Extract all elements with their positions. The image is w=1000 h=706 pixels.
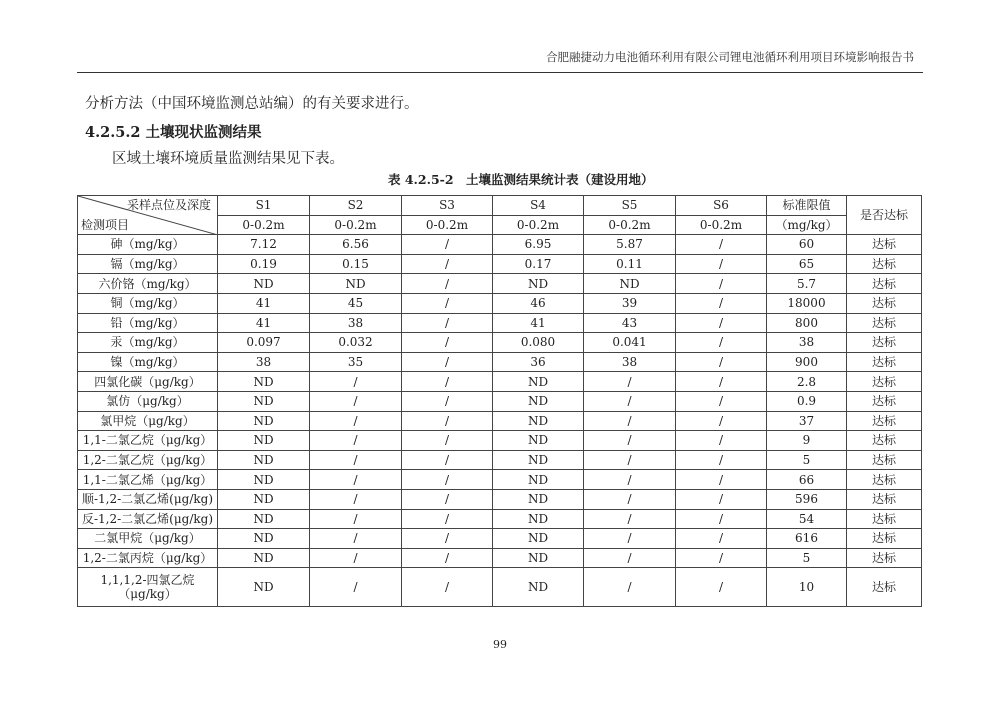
value-cell: / — [402, 293, 493, 313]
pass-cell: 达标 — [847, 352, 922, 372]
value-cell: ND — [493, 489, 584, 509]
table-caption: 表 4.2.5-2 土壤监测结果统计表（建设用地） — [388, 172, 654, 187]
value-cell: 0.19 — [218, 254, 310, 274]
table-row — [78, 470, 922, 490]
std-cell: 800 — [767, 313, 847, 333]
item-cell: 镉（mg/kg） — [78, 254, 218, 274]
item-cell: 1,2-二氯丙烷（μg/kg） — [78, 548, 218, 568]
value-cell: ND — [493, 372, 584, 392]
std-cell: 5 — [767, 548, 847, 568]
value-cell: ND — [218, 489, 310, 509]
value-cell: ND — [310, 274, 402, 294]
value-cell: / — [402, 352, 493, 372]
value-cell: ND — [218, 548, 310, 568]
value-cell: / — [310, 431, 402, 451]
value-cell: / — [676, 529, 767, 549]
item-cell: 砷（mg/kg） — [78, 235, 218, 255]
std-cell: 65 — [767, 254, 847, 274]
value-cell: ND — [218, 470, 310, 490]
std-cell: 37 — [767, 411, 847, 431]
value-cell: / — [310, 529, 402, 549]
running-header: 合肥融捷动力电池循环利用有限公司锂电池循环利用项目环境影响报告书 — [546, 50, 914, 64]
value-cell: 38 — [218, 352, 310, 372]
table-row — [78, 509, 922, 529]
table-row — [78, 313, 922, 333]
pass-cell: 达标 — [847, 548, 922, 568]
value-cell: / — [402, 489, 493, 509]
table-row — [78, 568, 922, 607]
pass-cell: 达标 — [847, 529, 922, 549]
value-cell: ND — [218, 529, 310, 549]
value-cell: / — [584, 489, 676, 509]
value-cell: / — [402, 411, 493, 431]
pass-cell: 达标 — [847, 293, 922, 313]
value-cell: / — [310, 411, 402, 431]
corner-bottom-label: 检测项目 — [81, 218, 130, 233]
value-cell: / — [402, 568, 493, 607]
depth-header: 0-0.2m — [676, 215, 767, 235]
paragraph: 区域土壤环境质量监测结果见下表。 — [112, 151, 344, 167]
table-row — [78, 391, 922, 411]
table-row — [78, 372, 922, 392]
value-cell: / — [676, 293, 767, 313]
corner-top-label: 采样点位及深度 — [126, 198, 211, 213]
pass-cell: 达标 — [847, 372, 922, 392]
value-cell: / — [676, 333, 767, 353]
value-cell: 41 — [218, 293, 310, 313]
soil-monitoring-table — [77, 195, 922, 607]
site-header: S4 — [493, 196, 584, 216]
value-cell: / — [402, 254, 493, 274]
value-cell: / — [584, 509, 676, 529]
value-cell: ND — [493, 529, 584, 549]
value-cell: 43 — [584, 313, 676, 333]
value-cell: / — [676, 450, 767, 470]
value-cell: 0.11 — [584, 254, 676, 274]
value-cell: / — [310, 568, 402, 607]
value-cell: 0.097 — [218, 333, 310, 353]
paragraph: 分析方法（中国环境监测总站编）的有关要求进行。 — [85, 96, 419, 112]
value-cell: / — [676, 411, 767, 431]
value-cell: ND — [493, 450, 584, 470]
value-cell: 0.17 — [493, 254, 584, 274]
pass-cell: 达标 — [847, 431, 922, 451]
std-cell: 9 — [767, 431, 847, 451]
value-cell: / — [584, 431, 676, 451]
value-cell: / — [584, 450, 676, 470]
pass-cell: 达标 — [847, 450, 922, 470]
value-cell: / — [584, 470, 676, 490]
section-title: 4.2.5.2 土壤现状监测结果 — [85, 124, 262, 141]
pass-cell: 达标 — [847, 333, 922, 353]
value-cell: 35 — [310, 352, 402, 372]
value-cell: ND — [218, 391, 310, 411]
pass-cell: 达标 — [847, 509, 922, 529]
depth-header: 0-0.2m — [310, 215, 402, 235]
value-cell: / — [310, 450, 402, 470]
value-cell: / — [584, 548, 676, 568]
value-cell: / — [676, 470, 767, 490]
value-cell: / — [402, 529, 493, 549]
value-cell: ND — [493, 274, 584, 294]
table-row — [78, 293, 922, 313]
value-cell: / — [402, 548, 493, 568]
std-cell: 0.9 — [767, 391, 847, 411]
item-cell: 汞（mg/kg） — [78, 333, 218, 353]
table-row — [78, 274, 922, 294]
std-cell: 18000 — [767, 293, 847, 313]
std-cell: 54 — [767, 509, 847, 529]
value-cell: / — [402, 391, 493, 411]
table-row — [78, 235, 922, 255]
value-cell: / — [676, 391, 767, 411]
value-cell: ND — [584, 274, 676, 294]
value-cell: / — [402, 235, 493, 255]
value-cell: ND — [493, 470, 584, 490]
std-cell: 616 — [767, 529, 847, 549]
value-cell: / — [676, 352, 767, 372]
table-row — [78, 333, 922, 353]
value-cell: ND — [218, 274, 310, 294]
value-cell: 41 — [218, 313, 310, 333]
site-header: S2 — [310, 196, 402, 216]
item-cell: 氯仿（μg/kg） — [78, 391, 218, 411]
item-cell: 反-1,2-二氯乙烯(μg/kg) — [78, 509, 218, 529]
value-cell: ND — [493, 411, 584, 431]
value-cell: / — [402, 509, 493, 529]
value-cell: / — [310, 372, 402, 392]
value-cell: 0.15 — [310, 254, 402, 274]
std-unit: （mg/kg） — [767, 215, 847, 235]
value-cell: ND — [218, 450, 310, 470]
value-cell: / — [676, 568, 767, 607]
value-cell: ND — [218, 411, 310, 431]
site-header: S6 — [676, 196, 767, 216]
page-number: 99 — [493, 638, 507, 651]
value-cell: 6.56 — [310, 235, 402, 255]
item-cell: 氯甲烷（μg/kg） — [78, 411, 218, 431]
value-cell: / — [310, 489, 402, 509]
value-cell: 45 — [310, 293, 402, 313]
std-cell: 5 — [767, 450, 847, 470]
value-cell: 39 — [584, 293, 676, 313]
depth-header: 0-0.2m — [493, 215, 584, 235]
table-body — [78, 235, 922, 607]
value-cell: / — [310, 470, 402, 490]
item-cell: 镍（mg/kg） — [78, 352, 218, 372]
pass-cell: 达标 — [847, 313, 922, 333]
value-cell: / — [402, 431, 493, 451]
pass-cell: 达标 — [847, 489, 922, 509]
value-cell: / — [402, 274, 493, 294]
value-cell: 0.041 — [584, 333, 676, 353]
depth-header: 0-0.2m — [402, 215, 493, 235]
item-cell: 铅（mg/kg） — [78, 313, 218, 333]
value-cell: 0.032 — [310, 333, 402, 353]
value-cell: ND — [493, 548, 584, 568]
pass-cell: 达标 — [847, 470, 922, 490]
pass-cell: 达标 — [847, 254, 922, 274]
value-cell: / — [402, 372, 493, 392]
std-header: 标准限值 — [767, 196, 847, 216]
value-cell: / — [676, 509, 767, 529]
value-cell: ND — [218, 431, 310, 451]
value-cell: / — [402, 450, 493, 470]
value-cell: ND — [493, 568, 584, 607]
value-cell: / — [310, 509, 402, 529]
value-cell: ND — [218, 568, 310, 607]
table-row — [78, 352, 922, 372]
std-cell: 60 — [767, 235, 847, 255]
value-cell: ND — [218, 509, 310, 529]
value-cell: 46 — [493, 293, 584, 313]
value-cell: 5.87 — [584, 235, 676, 255]
item-cell: 1,1-二氯乙烯（μg/kg） — [78, 470, 218, 490]
item-cell: 1,2-二氯乙烷（μg/kg） — [78, 450, 218, 470]
header-rule — [77, 72, 923, 73]
pass-cell: 达标 — [847, 568, 922, 607]
value-cell: 41 — [493, 313, 584, 333]
value-cell: / — [584, 372, 676, 392]
item-cell: 四氯化碳（μg/kg） — [78, 372, 218, 392]
depth-header: 0-0.2m — [584, 215, 676, 235]
value-cell: ND — [493, 509, 584, 529]
std-cell: 900 — [767, 352, 847, 372]
header-row-sites — [78, 196, 922, 216]
corner-cell — [78, 196, 218, 235]
value-cell: / — [402, 470, 493, 490]
item-cell: 1,1,1,2-四氯乙烷（μg/kg） — [78, 568, 218, 607]
value-cell: / — [676, 372, 767, 392]
value-cell: 36 — [493, 352, 584, 372]
table-row — [78, 450, 922, 470]
depth-header: 0-0.2m — [218, 215, 310, 235]
value-cell: / — [584, 568, 676, 607]
std-cell: 596 — [767, 489, 847, 509]
value-cell: / — [676, 274, 767, 294]
value-cell: / — [310, 548, 402, 568]
table-row — [78, 529, 922, 549]
value-cell: / — [676, 431, 767, 451]
table-row — [78, 411, 922, 431]
value-cell: / — [402, 313, 493, 333]
item-cell: 二氯甲烷（μg/kg） — [78, 529, 218, 549]
table-row — [78, 548, 922, 568]
std-cell: 5.7 — [767, 274, 847, 294]
value-cell: / — [310, 391, 402, 411]
pass-cell: 达标 — [847, 411, 922, 431]
value-cell: / — [676, 235, 767, 255]
value-cell: / — [584, 529, 676, 549]
value-cell: ND — [218, 372, 310, 392]
value-cell: / — [402, 333, 493, 353]
pass-header: 是否达标 — [847, 196, 922, 235]
site-header: S5 — [584, 196, 676, 216]
value-cell: 38 — [584, 352, 676, 372]
pass-cell: 达标 — [847, 391, 922, 411]
site-header: S1 — [218, 196, 310, 216]
std-cell: 2.8 — [767, 372, 847, 392]
pass-cell: 达标 — [847, 235, 922, 255]
value-cell: / — [676, 548, 767, 568]
std-cell: 66 — [767, 470, 847, 490]
item-cell: 六价铬（mg/kg） — [78, 274, 218, 294]
value-cell: / — [584, 391, 676, 411]
item-cell: 铜（mg/kg） — [78, 293, 218, 313]
value-cell: / — [676, 489, 767, 509]
value-cell: 0.080 — [493, 333, 584, 353]
value-cell: ND — [493, 391, 584, 411]
item-cell: 顺-1,2-二氯乙烯(μg/kg) — [78, 489, 218, 509]
std-cell: 10 — [767, 568, 847, 607]
pass-cell: 达标 — [847, 274, 922, 294]
table-row — [78, 489, 922, 509]
value-cell: / — [676, 313, 767, 333]
table-row — [78, 254, 922, 274]
value-cell: 38 — [310, 313, 402, 333]
value-cell: / — [584, 411, 676, 431]
value-cell: 7.12 — [218, 235, 310, 255]
value-cell: ND — [493, 431, 584, 451]
site-header: S3 — [402, 196, 493, 216]
std-cell: 38 — [767, 333, 847, 353]
value-cell: / — [676, 254, 767, 274]
item-cell: 1,1-二氯乙烷（μg/kg） — [78, 431, 218, 451]
table-row — [78, 431, 922, 451]
value-cell: 6.95 — [493, 235, 584, 255]
